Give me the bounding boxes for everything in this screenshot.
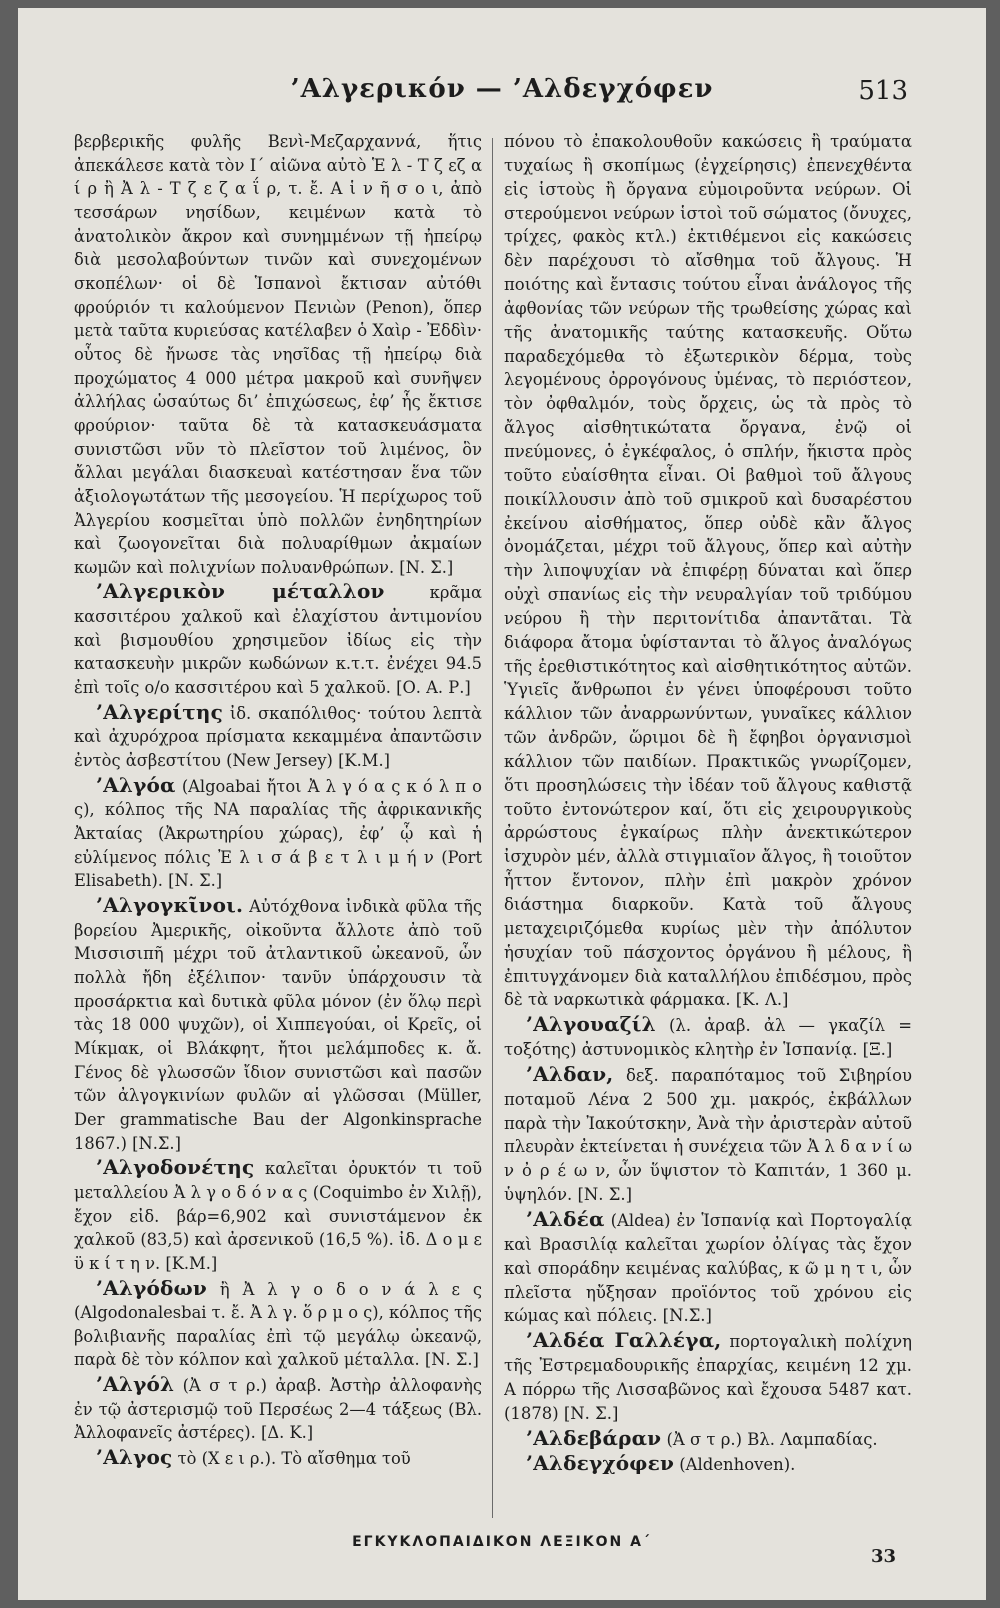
entry-headword: ’Αλδαν, bbox=[526, 1061, 614, 1086]
dictionary-entry bbox=[74, 701, 482, 773]
entry-text: τὸ (Χ ε ι ρ.). Τὸ αἴσθημα τοῦ bbox=[172, 1449, 411, 1469]
entry-headword: ’Αλγόλ bbox=[96, 1372, 175, 1397]
running-head: ’Αλγερικόν — ’Αλδεγχόφεν bbox=[290, 74, 714, 104]
entry-text: δεξ. παραπόταμος τοῦ Σιβηρίου ποταμοῦ Λένα 2 500 χμ. μακρός, ἐκβάλλων παρὰ τὴν Ἰακούτσκην, Ἀνὰ τὴν ἀριστερὰν αὐτοῦ πλευρὰν ἐκτείνεται ἡ συνέχεια τῶν Ἀ λ δ α ν ί ω ν ὀ ρ έ ω ν, ὧν ὕψιστον τὸ Καπιτάν, 1 360 μ. ὑψηλόν. [Ν. Σ.] bbox=[504, 1065, 912, 1205]
dictionary-entry bbox=[504, 1329, 912, 1425]
entry-headword: ’Αλγοδονέτης bbox=[96, 1155, 255, 1180]
entry-headword: ’Αλγερικὸν μέταλλον bbox=[96, 579, 385, 604]
entry-headword: ’Αλδεβάραν bbox=[526, 1425, 662, 1450]
dictionary-entry bbox=[504, 1208, 912, 1328]
entry-text: Αὐτόχθονα ἰνδικὰ φῦλα τῆς βορείου Ἀμερικῆς, οἰκοῦντα ἄλλοτε ἀπὸ τοῦ Μισσισιπῆ μέχρι τοῦ ἀτλαντικοῦ ὠκεανοῦ, ὧν πολλὰ ἤδη ἐξέλιπον· τανῦν ὑπάρχουσιν τὰ προσάρκτια καὶ δυτικὰ φῦλα μόνον (ἐν ὅλῳ περὶ τὰς 18 000 ψυχῶν), οἱ Χιππεγούαι, οἱ Κρεῖς, οἱ Μίκμακ, οἱ Βλάκφητ, ἤτοι μελάμποδες κ. ἄ. Γένος δὲ γλωσσῶν ἴδιον συνιστῶσι καὶ πασῶν τῶν ἀλγογκινίων φυλῶν αἱ γλῶσσαι (Müller, Der grammatische Bau der Algonkinsprache 1867.) [Ν.Σ.] bbox=[74, 897, 482, 1153]
footer-title: ΕΓΚΥΚΛΟΠΑΙΔΙΚΟΝ ΛΕΞΙΚΟΝ Α´ bbox=[352, 1534, 652, 1550]
entry-text: (Ἀ σ τ ρ.) ἀραβ. Ἀστὴρ ἀλλοφανὴς ἐν τῷ ἀστερισμῷ τοῦ Περσέως 2—4 τάξεως (Βλ. Ἀλλοφανεῖς ἀστέρες). [Δ. Κ.] bbox=[74, 1376, 482, 1443]
entry-text: καλεῖται ὀρυκτόν τι τοῦ μεταλλείου Ἀ λ γ ο δ ό ν α ς (Coquimbo ἐν Χιλῇ), ἔχον εἰδ. βάρ=6,902 καὶ συνιστάμενον ἐκ χαλκοῦ (83,5) καὶ ἀρσενικοῦ (16,5 %). ἰδ. Δ ο μ ε ϋ κ ί τ η ν. [Κ.Μ.] bbox=[74, 1159, 482, 1273]
signature-mark: 33 bbox=[870, 1546, 896, 1567]
page-number: 513 bbox=[858, 76, 908, 106]
entry-text: (λ. ἀραβ. ἀλ — γκαζίλ = τοξότης) ἀστυνομικὸς κλητὴρ ἐν Ἱσπανίᾳ. [Ξ.] bbox=[504, 1016, 912, 1060]
dictionary-entry bbox=[74, 1277, 482, 1373]
entry-headword: ’Αλγερίτης bbox=[96, 699, 224, 724]
entry-headword: ’Αλγόα bbox=[96, 772, 176, 797]
dictionary-entry: βερβερικῆς φυλῆς Βενὶ-Μεζαρχαννά, ἥτις ἀπεκάλεσε κατὰ τὸν Ι´ αἰῶνα αὐτὸ Ἑ λ - Τ ζ εζ α ί ρ ἢ Ἀ λ - Τ ζ ε ζ α ΐ ρ, τ. ἔ. Α ἱ ν ῆ σ ο ι, ἀπὸ τεσσάρων νησίδων, κειμένων κατὰ τὸ ἀνατολικὸν ἄκρον καὶ συνημμένων τῇ ἠπείρῳ διὰ μεσολαβούντων τινῶν καὶ συνεχομένων σκοπέλων· οἱ δὲ Ἱσπανοὶ ἔκτισαν αὐτόθι φρούριόν τι καλούμενον Πενιὼν (Penon), ὅπερ μετὰ ταῦτα κυριεύσας κατέλαβεν ὁ Χαὶρ - Ἐδδὶν· οὗτος δὲ ἤνωσε τὰς νησῖδας τῇ ἠπείρῳ διὰ προχώματος 4 000 μέτρα μακροῦ καὶ συνῆψεν ἀλλήλας ὡσαύτως δι’ ἐπιχώσεως, ἐφ’ ἧς ἔκτισε φρούριον· ταῦτα δὲ τὰ κατασκευάσματα συνιστῶσι νῦν τὸ πλεῖστον τοῦ λιμένος, ὃν ἄλλαι μεγάλαι διασκευαὶ κατέστησαν ἕνα τῶν ἀξιολογωτάτων τῆς μεσογείου. Ἡ περίχωρος τοῦ Ἀλγερίου κοσμεῖται ὑπὸ πολλῶν ἐνηδητηρίων καὶ ζωογονεῖται διὰ πολυαρίθμων ἀκμαίων κωμῶν καὶ πολιχνίων πολυανθρώπων. [Ν. Σ.] bbox=[74, 132, 482, 577]
dictionary-entry bbox=[74, 774, 482, 893]
dictionary-entry bbox=[74, 894, 482, 1155]
entry-headword: ’Αλγόδων bbox=[96, 1275, 207, 1300]
dictionary-entry bbox=[504, 1427, 912, 1452]
entry-text: (Ἀ σ τ ρ.) Βλ. Λαμπαδίας. bbox=[661, 1429, 878, 1449]
entry-headword: ’Αλγος bbox=[96, 1445, 173, 1470]
page-header bbox=[18, 74, 986, 114]
column-divider bbox=[492, 138, 493, 1518]
entry-text: πορτογαλικὴ πολίχνη τῆς Ἐστρεμαδουρικῆς ἐπαρχίας, κειμένη 12 χμ. Α πόρρω τῆς Λισσαβῶνος καὶ ἔχουσα 5487 κατ. (1878) [Ν. Σ.] bbox=[504, 1332, 912, 1423]
page-footer bbox=[18, 1534, 986, 1574]
entry-text: (Algoabai ἤτοι Ἀ λ γ ό α ς κ ό λ π ο ς), κόλπος τῆς ΝΑ παραλίας τῆς ἀφρικανικῆς Ἀκταίας (Ἀκρωτηρίου χώρας), ἐφ’ ᾧ καὶ ἡ εὐλίμενος πόλις Ἐ λ ι σ ά β ε τ λ ι μ ή ν (Port Elisabeth). [Ν. Σ.] bbox=[74, 776, 482, 891]
left-column bbox=[74, 130, 482, 1525]
dictionary-entry bbox=[74, 1446, 482, 1471]
entry-headword: ’Αλδεγχόφεν bbox=[526, 1451, 675, 1476]
entry-headword: ’Αλγουαζίλ bbox=[526, 1012, 656, 1037]
entry-headword: ’Αλδέα bbox=[526, 1206, 605, 1231]
dictionary-entry bbox=[74, 580, 482, 699]
entry-text: κρᾶμα κασσιτέρου χαλκοῦ καὶ ἐλαχίστου ἀντιμονίου καὶ βισμουθίου χρησιμεῦον ἰδίως εἰς τὴν κατασκευὴν μικρῶν κωδώνων κ.τ.τ. ἐνέχει 94.5 ἐπὶ τοῖς ο/ο κασσιτέρου καὶ 5 χαλκοῦ. [Ο. Α. Ρ.] bbox=[74, 583, 482, 698]
dictionary-entry bbox=[504, 1452, 912, 1477]
dictionary-entry bbox=[504, 1013, 912, 1062]
entry-text: ἰδ. σκαπόλιθος· τούτου λεπτὰ καὶ ἀχυρόχροα πρίσματα κεκαμμένα ἀπαντῶσιν ἐντὸς ἀσβεστίτου (New Jersey) [Κ.Μ.] bbox=[74, 703, 482, 771]
dictionary-entry bbox=[74, 1373, 482, 1445]
right-column bbox=[504, 130, 912, 1525]
entry-headword: ’Αλγογκῖνοι. bbox=[96, 893, 244, 917]
dictionary-entry bbox=[74, 1156, 482, 1275]
entry-text: (Aldea) ἐν Ἱσπανίᾳ καὶ Πορτογαλίᾳ καὶ Βρασιλίᾳ καλεῖται χωρίον ὀλίγας τὰς ἔχον καὶ σποράδην κειμένας καλύβας, κ ῶ μ η τ ι, ὧν πλεῖστα ηὔξησαν προϊόντος τοῦ χρόνου εἰς κώμας καὶ πόλεις. [Ν.Σ.] bbox=[504, 1210, 912, 1326]
dictionary-entry bbox=[504, 1063, 912, 1207]
dictionary-page bbox=[18, 8, 986, 1600]
dictionary-entry: πόνου τὸ ἐπακολουθοῦν κακώσεις ἢ τραύματα τυχαίως ἢ σκοπίμως (ἐγχείρησις) ἐπενεχθέντα εἰς ἱστοὺς ἢ ὄργανα εὐμοιροῦντα νεύρων. Οἱ στερούμενοι νεύρων ἱστοὶ τοῦ σώματος (ὄνυχες, τρίχες, φακὸς κτλ.) ἐκτιθέμενοι εἰς κακώσεις δὲν παρέχουσι τὸ αἴσθημα τοῦ ἄλγους. Ἡ ποιότης καὶ ἔντασις τούτου εἶναι ἀνάλογος τῆς ἀφθονίας τῶν νεύρων τῆς τρωθείσης χώρας καὶ τῆς ἀνατομικῆς ταύτης κατασκευῆς. Οὕτω παραδεχόμεθα τὸ ἐξωτερικὸν δέρμα, τοὺς λεγομένους ὀρρογόνους ὑμένας, τὸ περιόστεον, τὸν ὀφθαλμόν, τοὺς ὄρχεις, ὡς τὰ πρὸς τὸ ἄλγος αἰσθητικώτατα ὄργανα, ἐνῷ οἱ πνεύμονες, ὁ ἐγκέφαλος, ὁ σπλήν, ἥκιστα πρὸς τοῦτο εὐαίσθητα εἶναι. Οἱ βαθμοὶ τοῦ ἄλγους ποικίλλουσιν ἀπὸ τοῦ σμικροῦ καὶ δυσαρέστου ἐκείνου αἰσθήματος, ὅπερ οὐδὲ κἂν ἄλγος ὀνομάζεται, μέχρι τοῦ ἄλγους, ὅπερ καὶ αὐτὴν τὴν λιποψυχίαν νὰ ἐπιφέρῃ δύναται καὶ ὅπερ οὐχὶ σπανίως εἰς τὴν νευραλγίαν τοῦ τριδύμου νεύρου ἢ τὴν περιτονίτιδα ἀπαντᾶται. Τὰ διάφορα ἄτομα ὑφίστανται τὸ ἄλγος ἀναλόγως τῆς ἐρεθιστικότητος καὶ αἰσθητικότητος αὐτῶν. Ὑγιεῖς ἄνθρωποι ἐν γένει ὑποφέρουσι τοῦτο κάλλιον τῶν ἀναρρωνύντων, γυναῖκες κάλλιον τῶν ἀνδρῶν, ὥριμοι δὲ ἢ ἔφηβοι ὀργανισμοὶ κάλλιον τῶν παιδίων. Πρακτικῶς γνωρίζομεν, ὅτι προσηλώσεις τὴν ἰδέαν τοῦ ἄλγους καθιστᾷ τοῦτο ἐντονώτερον καί, ὅτι εἰς χειρουργικοὺς ἀρρώστους ἐγκαίρως πλὴν ἀνεκτικώτερον ἰσχυρὸν μέν, ἀλλὰ στιγμιαῖον ἄλγος, ἢ τοιοῦτον ἧττον ἔντονον, πλὴν ἐπὶ μακρὸν χρόνον διάστημα διαρκοῦν. Κατὰ τοῦ ἄλγους μεταχειριζόμεθα κυρίως μὲν τὴν ἀπόλυτον ἡσυχίαν τοῦ πάσχοντος ὀργάνου ἢ μέλους, ἢ ἐπιτυγχάνομεν διὰ καταλλήλου ἐπιδέσμου, πρὸς δὲ τὰ ναρκωτικὰ φάρμακα. [Κ. Λ.] bbox=[504, 132, 912, 1010]
entry-text: ἢ Ἀ λ γ ο δ ο ν ά λ ε ς (Algodonalesbai τ. ἔ. Ἀ λ γ. ὅ ρ μ ο ς), κόλπος τῆς βολιβιανῆς παραλίας ἐπὶ τῷ μεγάλῳ ὠκεανῷ, παρὰ δὲ τὸν κόλπον καὶ χαλκοῦ μέταλλα. [Ν. Σ.] bbox=[74, 1279, 482, 1370]
entry-text: (Aldenhoven). bbox=[674, 1455, 796, 1475]
entry-headword: ’Αλδέα Γαλλέγα, bbox=[526, 1328, 722, 1353]
